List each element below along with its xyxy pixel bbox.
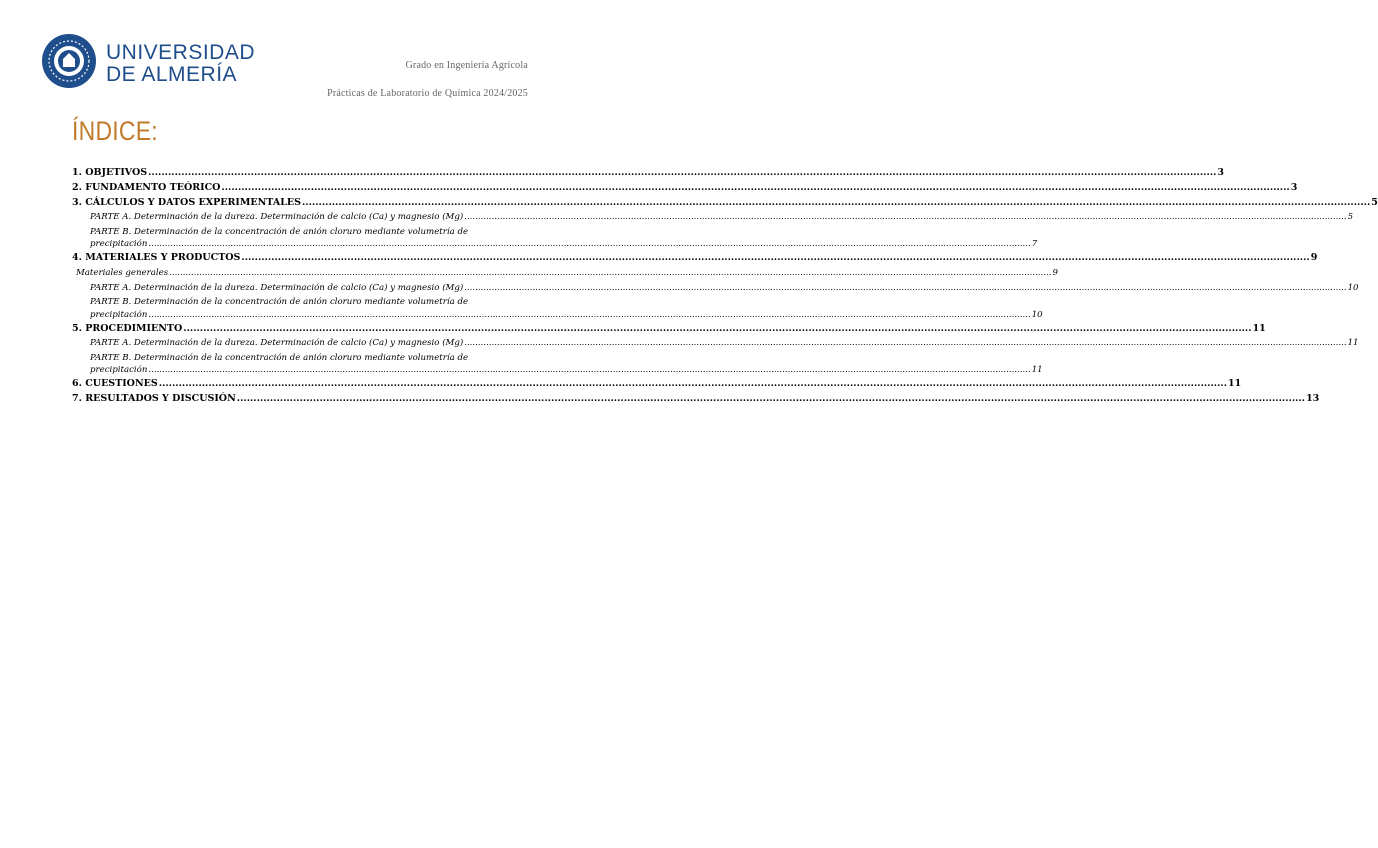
- toc-entry-calculos-parte-b[interactable]: PARTE B. Determinación de la concentración de anión cloruro mediante volumetría de precipitación ..... 7: [72, 227, 528, 252]
- toc-entry-materiales-parte-b[interactable]: PARTE B. Determinación de la concentración de anión cloruro mediante volumetría de precipitación ..... 10: [72, 297, 528, 322]
- toc-entry-procedimiento-parte-a[interactable]: PARTE A. Determinación de la dureza. Determinación de calcio (Ca) y magnesio (Mg) ..... 11: [72, 336, 528, 351]
- toc-entry-procedimiento-parte-b[interactable]: PARTE B. Determinación de la concentración de anión cloruro mediante volumetría de precipitación ..... 11: [72, 353, 528, 378]
- university-seal-icon: [40, 32, 256, 92]
- toc-entry-calculos-parte-a[interactable]: PARTE A. Determinación de la dureza. Determinación de calcio (Ca) y magnesio (Mg) ..... 5: [72, 210, 528, 225]
- university-logo: [40, 32, 256, 92]
- toc-entry-objetivos[interactable]: 1. OBJETIVOS ..... 3: [72, 166, 528, 181]
- logo-text-line1: UNIVERSIDAD: [106, 41, 256, 64]
- toc-entry-resultados[interactable]: 7. RESULTADOS Y DISCUSIÓN ..... 13: [72, 392, 528, 407]
- table-of-contents: [72, 166, 1378, 407]
- index-title: ÍNDICE:: [72, 116, 158, 146]
- toc-entry-procedimiento[interactable]: 5. PROCEDIMIENTO ..... 11: [72, 322, 528, 337]
- toc-entry-materiales-parte-a[interactable]: PARTE A. Determinación de la dureza. Determinación de calcio (Ca) y magnesio (Mg) ..... 10: [72, 281, 528, 296]
- toc-entry-fundamento[interactable]: 2. FUNDAMENTO TEÓRICO ..... 3: [72, 181, 528, 196]
- logo-text-line2: DE ALMERÍA: [106, 63, 238, 86]
- toc-entry-calculos[interactable]: 3. CÁLCULOS Y DATOS EXPERIMENTALES ..... 5: [72, 196, 528, 211]
- toc-entry-materiales[interactable]: 4. MATERIALES Y PRODUCTOS ..... 9: [72, 251, 528, 266]
- toc-entry-materiales-generales[interactable]: Materiales generales ..... 9: [72, 266, 528, 281]
- degree-label: Grado en Ingeniería Agrícola: [405, 60, 528, 71]
- course-label: Prácticas de Laboratorio de Química 2024/2025: [327, 88, 528, 99]
- toc-entry-cuestiones[interactable]: 6. CUESTIONES ..... 11: [72, 377, 528, 392]
